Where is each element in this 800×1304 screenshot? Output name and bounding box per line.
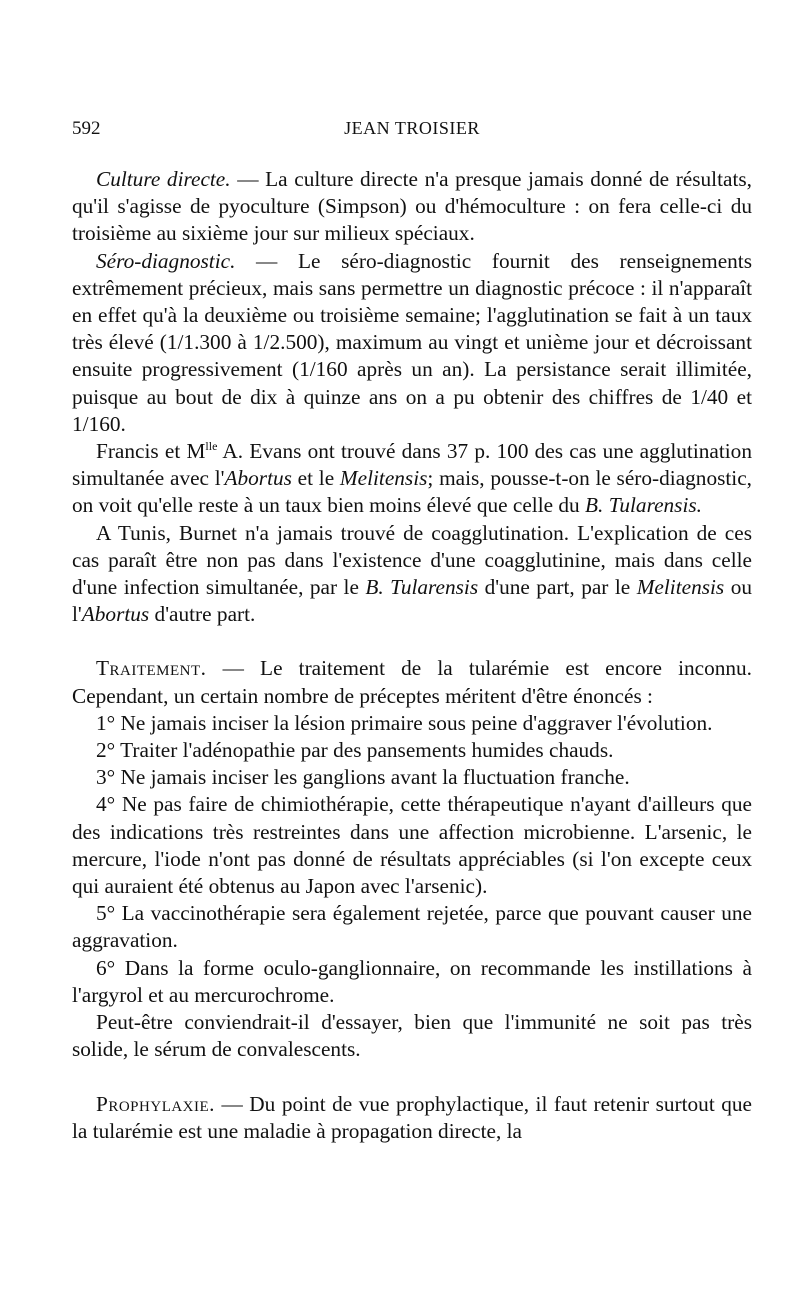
- list-item: 5° La vaccinothérapie sera également rejetée, parce que pouvant causer une aggravation.: [72, 901, 752, 953]
- list-item: 4° Ne pas faire de chimiothérapie, cette thérapeutique n'ayant d'ailleurs que des indications très restreintes dans une affection microbienne. L'arsenic, le mercure, l'iode n'ont pas donné de résultats appréciables (si l'on excepte ceux qui auraient été obtenus au Japon avec l'arsenic).: [72, 792, 752, 899]
- paragraph-tunis: A Tunis, Burnet n'a jamais trouvé de coagglutination. L'explication de ces cas paraît être non pas dans l'existence d'une coagglutinine, mais dans celle d'une infection simultanée, par le B. Tularensis d'une part, par le Melitensis ou l'Abortus d'autre part.: [72, 520, 752, 627]
- paragraph-sero-diagnostic: Séro-diagnostic. — Le séro-diagnostic fournit des renseignements extrêmement précieux, mais sans permettre un diagnostic précoce : il n'apparaît en effet qu'à la deuxième ou troisième semaine; l'agglutination se fait à un taux très élevé (1/1.300 à 1/2.500), maximum au vingt et unième jour et décroissant ensuite progressivement (1/160 après un an). La persistance serait illimitée, puisque au bout de dix à quinze ans on a pu obtenir des chiffres de 1/40 et 1/160.: [72, 248, 752, 436]
- list-item: 1° Ne jamais inciser la lésion primaire sous peine d'aggraver l'évolution.: [96, 710, 713, 735]
- page-number: 592: [72, 118, 101, 139]
- paragraph-traitement: Traitement. — Le traitement de la tularémie est encore inconnu. Cependant, un certain nombre de préceptes méritent d'être énoncés :: [72, 656, 752, 708]
- heading-sero-diagnostic: Séro-diagnostic.: [96, 248, 236, 273]
- running-head: JEAN TROISIER: [344, 118, 480, 138]
- page-header: [72, 118, 752, 144]
- paragraph-culture-directe: Culture directe. — La culture directe n'a presque jamais donné de résultats, qu'il s'agisse de pyoculture (Simpson) ou d'hémoculture : on fera celle-ci du troisième au sixième jour sur milieux spéciaux.: [72, 167, 752, 246]
- heading-culture-directe: Culture directe.: [96, 167, 231, 191]
- paragraph-francis-evans: Francis et $M^{lle}$ A. Evans ont trouvé dans 37 p. 100 des cas une agglutination simultanée avec l'Abortus et le Melitensis; mais, pousse-t-on le séro-diagnostic, on voit qu'elle reste à un taux bien moins élevé que celle du B. Tularensis.: [72, 438, 752, 518]
- paragraph-prophylaxie: Prophylaxie. — Du point de vue prophylactique, il faut retenir surtout que la tularémie est une maladie à propagation directe, la: [72, 1091, 752, 1143]
- paragraph-serum: Peut-être conviendrait-il d'essayer, bien que l'immunité ne soit pas très solide, le sérum de convalescents.: [72, 1010, 752, 1062]
- list-item: 3° Ne jamais inciser les ganglions avant la fluctuation franche.: [96, 765, 630, 790]
- heading-prophylaxie: Prophylaxie.: [96, 1091, 215, 1116]
- heading-traitement: Traitement.: [96, 656, 207, 681]
- list-item: 2° Traiter l'adénopathie par des pansements humides chauds.: [96, 738, 614, 763]
- list-item: 6° Dans la forme oculo-ganglionnaire, on recommande les instillations à l'argyrol et au mercurochrome.: [72, 955, 752, 1007]
- page-body: [72, 166, 752, 1145]
